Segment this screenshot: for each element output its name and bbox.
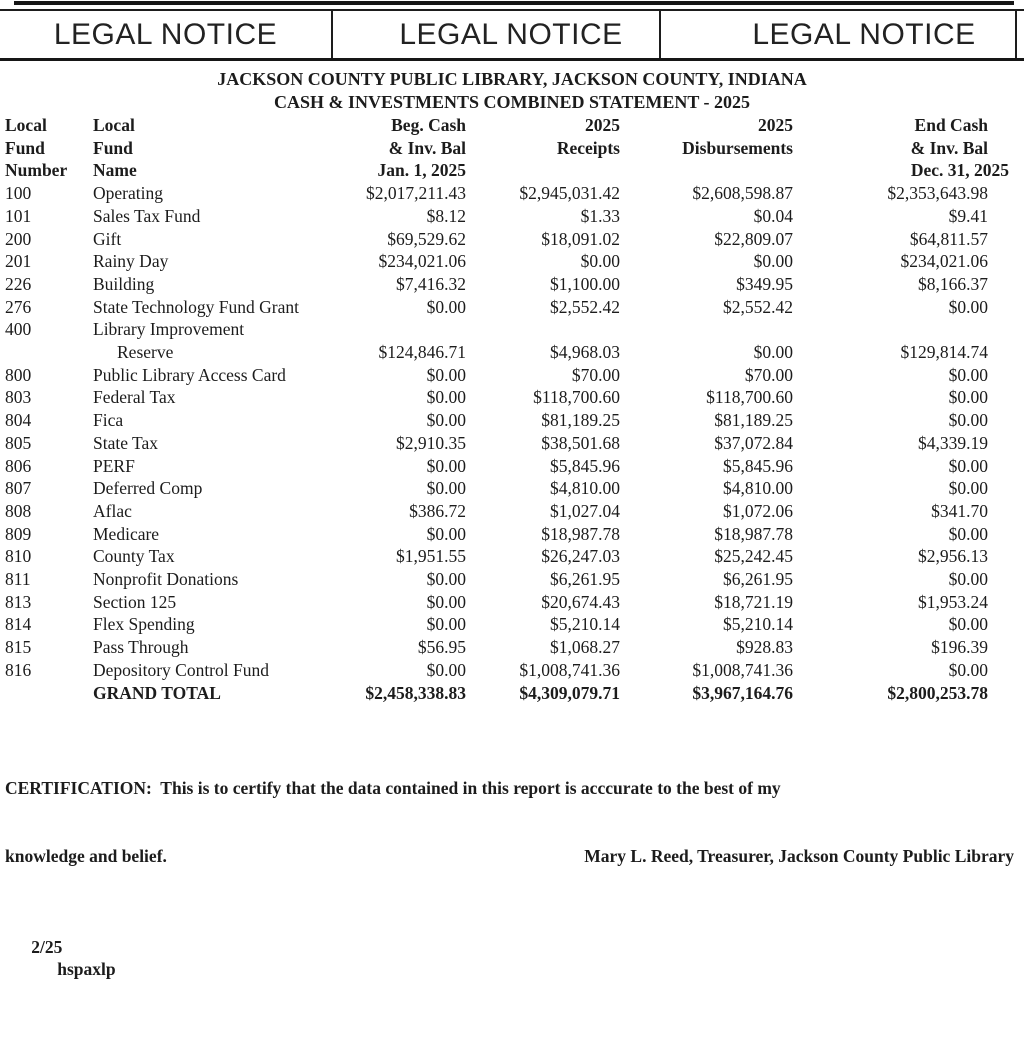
fund-number-cell: 810 <box>5 546 32 567</box>
disbursements-cell: $6,261.95 <box>723 569 793 590</box>
receipts-cell: $20,674.43 <box>541 591 620 612</box>
fund-name-cell: Library Improvement <box>93 319 245 340</box>
table-row <box>5 568 1009 591</box>
fund-name-cell: GRAND TOTAL <box>93 682 221 703</box>
certification-line3 <box>5 913 1014 1004</box>
table-row <box>5 273 1009 296</box>
disbursements-cell: $0.04 <box>753 205 793 226</box>
end-balance-cell: $196.39 <box>931 637 988 658</box>
fund-name-cell: Sales Tax Fund <box>93 205 201 226</box>
table-header <box>5 114 1009 182</box>
receipts-cell: $1,100.00 <box>550 273 620 294</box>
fund-name-cell: Fica <box>93 410 124 431</box>
receipts-cell: $4,810.00 <box>550 478 620 499</box>
disbursements-cell: $5,845.96 <box>723 455 793 476</box>
table-row <box>5 205 1009 228</box>
end-balance-cell: $4,339.19 <box>918 432 988 453</box>
disbursements-cell: $25,242.45 <box>714 546 793 567</box>
fund-name-cell: Operating <box>93 183 163 204</box>
header-row-3 <box>5 159 1009 182</box>
disbursements-cell: $22,809.07 <box>714 228 793 249</box>
beg-balance-cell: $0.00 <box>426 364 466 385</box>
legal-notice-label-2: LEGAL NOTICE <box>333 11 661 58</box>
end-balance-cell: $2,800,253.78 <box>887 682 988 703</box>
end-balance-cell: $234,021.06 <box>900 251 988 272</box>
beg-balance-cell: $234,021.06 <box>378 251 466 272</box>
table-row <box>5 318 1009 341</box>
table-row <box>5 409 1009 432</box>
header-beg-balance-l3: Jan. 1, 2025 <box>377 160 466 181</box>
header-disbursements-l2: Disbursements <box>682 137 793 158</box>
fund-number-cell <box>5 682 93 705</box>
end-balance-cell: $9.41 <box>948 205 988 226</box>
end-balance-cell: $1,953.24 <box>918 591 988 612</box>
disbursements-cell <box>620 318 793 341</box>
end-balance-cell: $0.00 <box>948 296 988 317</box>
fund-name-cell: State Tax <box>93 432 159 453</box>
receipts-cell: $1,008,741.36 <box>519 659 620 680</box>
fund-number-cell: 806 <box>5 455 32 476</box>
fund-number-cell: 201 <box>5 251 32 272</box>
beg-balance-cell: $8.12 <box>426 205 466 226</box>
beg-balance-cell: $56.95 <box>417 637 466 658</box>
table-row <box>5 455 1009 478</box>
beg-balance-cell: $1,951.55 <box>396 546 466 567</box>
publication-code: hspaxlp <box>57 959 116 980</box>
beg-balance-cell: $2,017,211.43 <box>366 183 466 204</box>
end-balance-cell: $0.00 <box>948 387 988 408</box>
receipts-cell: $18,091.02 <box>541 228 620 249</box>
fund-name-cell: State Technology Fund Grant <box>93 296 299 317</box>
disbursements-cell: $0.00 <box>753 342 793 363</box>
end-balance-cell: $129,814.74 <box>900 342 988 363</box>
receipts-cell: $70.00 <box>571 364 620 385</box>
receipts-cell: $18,987.78 <box>541 523 620 544</box>
fund-number-cell: 276 <box>5 296 32 317</box>
receipts-cell: $4,309,079.71 <box>519 682 620 703</box>
receipts-cell: $1.33 <box>580 205 620 226</box>
fund-name-cell: Depository Control Fund <box>93 659 269 680</box>
top-thick-rule <box>14 1 1014 5</box>
end-balance-cell: $0.00 <box>948 410 988 431</box>
table-row <box>5 500 1009 523</box>
disbursements-cell: $349.95 <box>736 273 793 294</box>
receipts-cell: $0.00 <box>580 251 620 272</box>
header-end-balance-l2: & Inv. Bal <box>910 137 988 158</box>
fund-number-cell: 226 <box>5 273 32 294</box>
disbursements-cell: $2,552.42 <box>723 296 793 317</box>
end-balance-cell: $0.00 <box>948 364 988 385</box>
treasurer-signature: Mary L. Reed, Treasurer, Jackson County Public Library <box>584 845 1014 866</box>
fund-number-cell: 816 <box>5 659 32 680</box>
receipts-cell: $5,845.96 <box>550 455 620 476</box>
fund-name-cell: Public Library Access Card <box>93 364 286 385</box>
fund-name-cell: Federal Tax <box>93 387 176 408</box>
end-balance-cell: $0.00 <box>948 659 988 680</box>
disbursements-cell: $81,189.25 <box>714 410 793 431</box>
fund-number-cell: 101 <box>5 205 32 226</box>
disbursements-cell: $37,072.84 <box>714 432 793 453</box>
disbursements-cell: $1,008,741.36 <box>692 659 793 680</box>
beg-balance-cell: $0.00 <box>426 569 466 590</box>
fund-number-cell <box>5 341 93 364</box>
beg-balance-cell: $2,458,338.83 <box>365 682 466 703</box>
beg-balance-cell: $0.00 <box>426 296 466 317</box>
receipts-cell: $1,027.04 <box>550 500 620 521</box>
beg-balance-cell <box>345 318 466 341</box>
receipts-cell <box>466 318 620 341</box>
end-balance-cell: $8,166.37 <box>918 273 988 294</box>
certification-line1: CERTIFICATION: This is to certify that the data contained in this report is acccurate to the best of my <box>5 777 781 798</box>
beg-balance-cell: $124,846.71 <box>378 342 466 363</box>
disbursements-cell: $928.83 <box>736 637 793 658</box>
disbursements-cell: $118,700.60 <box>706 387 793 408</box>
masthead <box>0 0 1024 61</box>
table-row <box>5 341 1009 364</box>
masthead-bottom-rule <box>0 58 1024 61</box>
header-row-1 <box>5 114 1009 137</box>
fund-name-cell: Building <box>93 273 155 294</box>
fund-name-cell: County Tax <box>93 546 175 567</box>
header-fund-number-l3: Number <box>5 160 68 181</box>
header-beg-balance-l2: & Inv. Bal <box>388 137 466 158</box>
table-row <box>5 364 1009 387</box>
fund-table-body <box>5 182 1009 704</box>
disbursements-cell: $4,810.00 <box>723 478 793 499</box>
header-fund-name-l1: Local <box>93 115 135 135</box>
fund-number-cell: 808 <box>5 500 32 521</box>
fund-number-cell: 800 <box>5 364 32 385</box>
fund-number-cell: 815 <box>5 637 32 658</box>
table-row <box>5 523 1009 546</box>
beg-balance-cell: $0.00 <box>426 455 466 476</box>
disbursements-cell: $1,072.06 <box>723 500 793 521</box>
header-fund-number-l2: Fund <box>5 137 45 158</box>
header-disbursements-l1: 2025 <box>758 115 793 135</box>
beg-balance-cell: $386.72 <box>409 500 466 521</box>
header-disbursements-l3 <box>620 159 793 182</box>
certification-line2-left: knowledge and belief. <box>5 845 167 866</box>
header-fund-name-l3: Name <box>93 160 137 181</box>
header-beg-balance-l1: Beg. Cash <box>391 115 466 135</box>
end-balance-cell: $0.00 <box>948 523 988 544</box>
header-receipts-l3 <box>466 159 620 182</box>
end-balance-cell: $2,956.13 <box>918 546 988 567</box>
table-row <box>5 182 1009 205</box>
disbursements-cell: $70.00 <box>744 364 793 385</box>
beg-balance-cell: $0.00 <box>426 387 466 408</box>
fund-name-cell: PERF <box>93 455 135 476</box>
header-end-balance-l1: End Cash <box>914 115 988 135</box>
disbursements-cell: $2,608,598.87 <box>692 183 793 204</box>
beg-balance-cell: $0.00 <box>426 410 466 431</box>
fund-name-cell: Aflac <box>93 500 132 521</box>
fund-name-cell: Nonprofit Donations <box>93 569 239 590</box>
disbursements-cell: $18,987.78 <box>714 523 793 544</box>
disbursements-cell: $18,721.19 <box>714 591 793 612</box>
fund-name-cell: Medicare <box>93 523 160 544</box>
disbursements-cell: $0.00 <box>753 251 793 272</box>
receipts-cell: $38,501.68 <box>541 432 620 453</box>
table-row <box>5 613 1009 636</box>
fund-name-cell: Gift <box>93 228 122 249</box>
end-balance-cell: $0.00 <box>948 478 988 499</box>
legal-notice-label-3: LEGAL NOTICE <box>661 11 1017 58</box>
fund-name-cell: Section 125 <box>93 591 177 612</box>
table-row <box>5 250 1009 273</box>
header-row-2 <box>5 137 1009 160</box>
end-balance-cell: $0.00 <box>948 569 988 590</box>
disbursements-cell: $5,210.14 <box>723 614 793 635</box>
certification-block <box>5 731 1014 1049</box>
receipts-cell: $1,068.27 <box>550 637 620 658</box>
table-row <box>5 386 1009 409</box>
receipts-cell: $5,210.14 <box>550 614 620 635</box>
legal-notice-label-1: LEGAL NOTICE <box>0 11 333 58</box>
publication-date: 2/25 <box>31 936 63 957</box>
notice-title-line2: CASH & INVESTMENTS COMBINED STATEMENT - 2025 <box>273 92 751 112</box>
receipts-cell: $4,968.03 <box>550 342 620 363</box>
fund-number-cell: 805 <box>5 432 32 453</box>
end-balance-cell: $2,353,643.98 <box>887 183 988 204</box>
cash-investments-table <box>5 114 1009 704</box>
beg-balance-cell: $0.00 <box>426 614 466 635</box>
certification-line2 <box>5 845 1014 868</box>
notice-title-line1: JACKSON COUNTY PUBLIC LIBRARY, JACKSON COUNTY, INDIANA <box>217 69 807 89</box>
table-row <box>5 432 1009 455</box>
header-receipts-l2: Receipts <box>556 137 620 158</box>
beg-balance-cell: $7,416.32 <box>396 273 466 294</box>
table-row <box>5 545 1009 568</box>
header-fund-name-l2: Fund <box>93 137 133 158</box>
fund-name-cell: Pass Through <box>93 637 189 658</box>
table-row <box>5 682 1009 705</box>
masthead-cells <box>0 11 1024 58</box>
fund-name-cell: Deferred Comp <box>93 478 203 499</box>
receipts-cell: $26,247.03 <box>541 546 620 567</box>
fund-number-cell: 200 <box>5 228 32 249</box>
end-balance-cell: $64,811.57 <box>909 228 988 249</box>
table-row <box>5 659 1009 682</box>
fund-number-cell: 809 <box>5 523 32 544</box>
table-row <box>5 477 1009 500</box>
beg-balance-cell: $0.00 <box>426 659 466 680</box>
receipts-cell: $6,261.95 <box>550 569 620 590</box>
fund-number-cell: 804 <box>5 410 32 431</box>
end-balance-cell <box>793 318 1009 341</box>
fund-number-cell: 807 <box>5 478 32 499</box>
table-row <box>5 296 1009 319</box>
fund-name-cell: Rainy Day <box>93 251 169 272</box>
beg-balance-cell: $0.00 <box>426 591 466 612</box>
beg-balance-cell: $0.00 <box>426 523 466 544</box>
fund-number-cell: 803 <box>5 387 32 408</box>
receipts-cell: $118,700.60 <box>533 387 620 408</box>
notice-title <box>0 68 1024 114</box>
end-balance-cell: $0.00 <box>948 455 988 476</box>
fund-number-cell: 813 <box>5 591 32 612</box>
fund-number-cell: 814 <box>5 614 32 635</box>
beg-balance-cell: $69,529.62 <box>387 228 466 249</box>
end-balance-cell: $341.70 <box>931 500 988 521</box>
end-balance-cell: $0.00 <box>948 614 988 635</box>
fund-name-cell: Reserve <box>117 342 174 363</box>
receipts-cell: $2,552.42 <box>550 296 620 317</box>
table-row <box>5 228 1009 251</box>
receipts-cell: $2,945,031.42 <box>519 183 620 204</box>
disbursements-cell: $3,967,164.76 <box>692 682 793 703</box>
header-end-balance-l3: Dec. 31, 2025 <box>910 160 1009 181</box>
fund-name-cell: Flex Spending <box>93 614 195 635</box>
receipts-cell: $81,189.25 <box>541 410 620 431</box>
fund-number-cell: 811 <box>5 569 31 590</box>
fund-number-cell: 400 <box>5 319 32 340</box>
header-receipts-l1: 2025 <box>585 115 620 135</box>
fund-number-cell: 100 <box>5 183 32 204</box>
table-row <box>5 591 1009 614</box>
beg-balance-cell: $0.00 <box>426 478 466 499</box>
table-row <box>5 636 1009 659</box>
beg-balance-cell: $2,910.35 <box>396 432 466 453</box>
header-fund-number-l1: Local <box>5 115 47 135</box>
